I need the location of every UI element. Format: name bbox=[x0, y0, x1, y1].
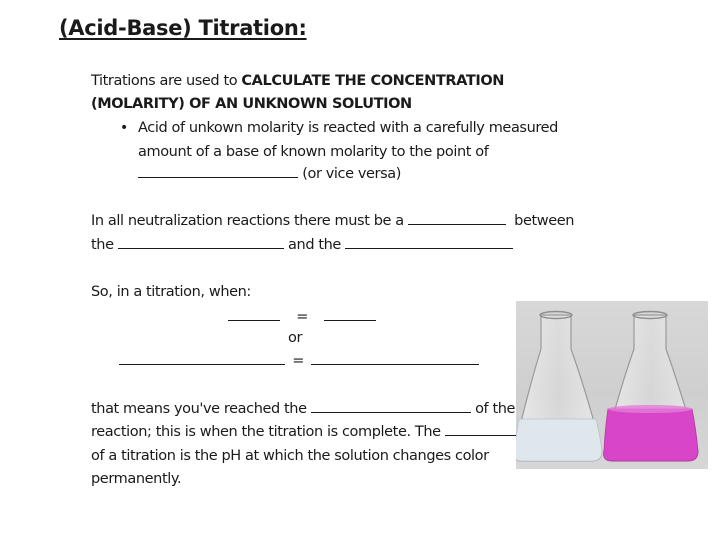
conclusion-line-3: of a titration is the pH at which the solution changes color bbox=[91, 448, 489, 464]
neutralization-line-1-suffix: between bbox=[514, 213, 575, 229]
neutralization-line-1 bbox=[91, 213, 574, 229]
flasks-photo bbox=[516, 301, 708, 469]
equation-line-2 bbox=[119, 353, 479, 369]
conclusion-line-2 bbox=[91, 424, 553, 440]
conclusion-line-1 bbox=[91, 401, 515, 417]
equals-sign-2: = bbox=[292, 353, 304, 369]
blank-eq-right[interactable] bbox=[324, 319, 376, 321]
blank-first-reactant[interactable] bbox=[118, 247, 284, 249]
blank-eq2-left[interactable] bbox=[119, 363, 285, 365]
right-flask bbox=[604, 312, 698, 462]
bullet-line-3 bbox=[138, 166, 401, 182]
blank-second-reactant[interactable] bbox=[345, 247, 513, 249]
conclusion-line-1-prefix: that means you've reached the bbox=[91, 401, 307, 417]
left-flask-liquid bbox=[516, 419, 602, 461]
bullet-line-1: Acid of unkown molarity is reacted with a carefully measured bbox=[138, 120, 558, 136]
intro-line-1 bbox=[91, 73, 504, 89]
intro-line-1-caps: CALCULATE THE CONCENTRATION bbox=[241, 73, 504, 89]
blank-equivalence[interactable] bbox=[138, 176, 298, 178]
equation-line-1 bbox=[228, 309, 376, 325]
bullet-dot: • bbox=[120, 120, 129, 136]
right-flask-liquid bbox=[604, 409, 698, 461]
intro-line-1-prefix: Titrations are used to bbox=[91, 73, 242, 89]
or-word: or bbox=[288, 330, 303, 346]
bullet-line-3-suffix: (or vice versa) bbox=[302, 166, 401, 182]
bullet-line-2: amount of a base of known molarity to the point of bbox=[138, 144, 489, 160]
blank-equivalence-point[interactable] bbox=[311, 411, 471, 413]
equals-sign-1: = bbox=[296, 309, 308, 325]
flasks-illustration bbox=[516, 301, 708, 469]
left-flask bbox=[516, 312, 602, 462]
conclusion-line-4: permanently. bbox=[91, 471, 182, 487]
neutralization-line-2-prefix: the bbox=[91, 237, 114, 253]
conclusion-line-2-prefix: reaction; this is when the titration is complete. The bbox=[91, 424, 441, 440]
page-title: (Acid-Base) Titration: bbox=[59, 16, 307, 40]
neutralization-line-2-mid: and the bbox=[288, 237, 341, 253]
conclusion-line-1-suffix: of the bbox=[475, 401, 516, 417]
blank-eq2-right[interactable] bbox=[311, 363, 479, 365]
so-line: So, in a titration, when: bbox=[91, 284, 251, 300]
neutralization-line-1-prefix: In all neutralization reactions there must be a bbox=[91, 213, 404, 229]
blank-ratio[interactable] bbox=[408, 223, 506, 225]
blank-eq-left[interactable] bbox=[228, 319, 280, 321]
neutralization-line-2 bbox=[91, 237, 513, 253]
intro-line-2: (MOLARITY) OF AN UNKNOWN SOLUTION bbox=[91, 96, 412, 112]
